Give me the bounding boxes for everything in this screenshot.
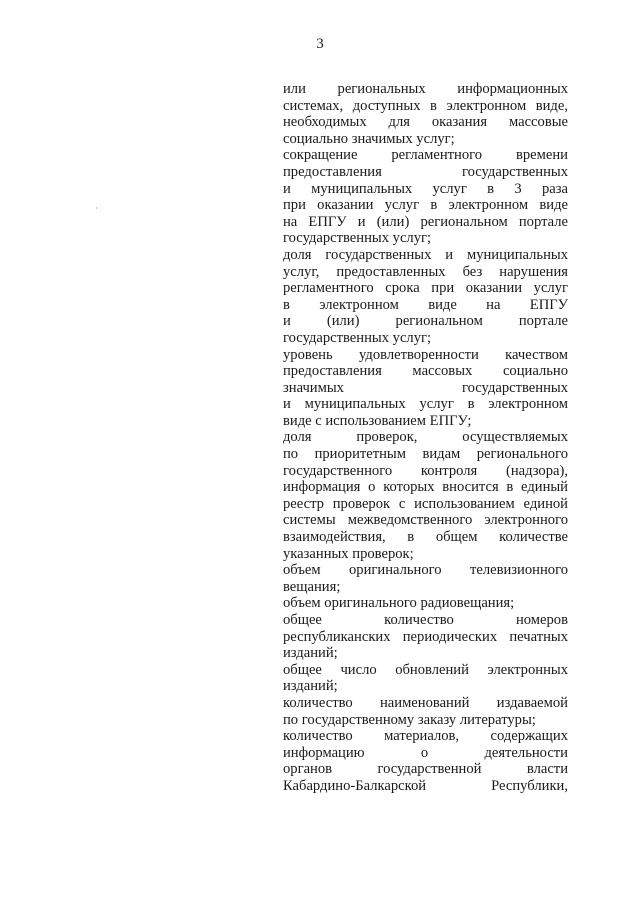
- text-line: по государственному заказу литературы;: [283, 711, 536, 728]
- text-line: общее число обновлений электронных: [283, 661, 568, 678]
- text-line: и муниципальных услуг в электронном: [283, 396, 568, 413]
- text-line: изданий;: [283, 678, 338, 695]
- text-line: взаимодействия, в общем количестве: [283, 529, 568, 546]
- text-line: при оказании услуг в электронном виде: [283, 197, 568, 214]
- text-line: информация о которых вносится в единый: [283, 479, 568, 496]
- text-line: предоставления массовых социально: [283, 363, 568, 380]
- text-line: информацию о деятельности: [283, 744, 568, 761]
- text-line: социально значимых услуг;: [283, 130, 455, 147]
- text-line: республиканских периодических печатных: [283, 628, 568, 645]
- text-line: на ЕПГУ и (или) региональном портале: [283, 213, 568, 230]
- text-line: виде с использованием ЕПГУ;: [283, 412, 472, 429]
- text-line: и (или) региональном портале: [283, 313, 568, 330]
- text-line: объем оригинального радиовещания;: [283, 595, 515, 612]
- text-line: государственных услуг;: [283, 329, 432, 346]
- text-line: услуг, предоставленных без нарушения: [283, 263, 568, 280]
- text-line: или региональных информационных: [283, 81, 568, 97]
- text-line: Кабардино-Балкарской Республики,: [283, 777, 568, 794]
- text-line: объем оригинального телевизионного: [283, 562, 568, 579]
- margin-mark: [96, 207, 97, 209]
- text-line: изданий;: [283, 645, 338, 662]
- text-line: сокращение регламентного времени: [283, 147, 568, 164]
- text-line: и муниципальных услуг в 3 раза: [283, 180, 568, 197]
- page-number: 3: [316, 36, 324, 52]
- text-line: государственных услуг;: [283, 230, 432, 247]
- text-line: реестр проверок с использованием единой: [283, 495, 568, 512]
- text-line: доля проверок, осуществляемых: [283, 429, 568, 446]
- text-line: системах, доступных в электронном виде,: [283, 97, 568, 114]
- text-line: общее количество номеров: [283, 612, 568, 628]
- text-line: значимых государственных: [283, 379, 568, 396]
- text-line: системы межведомственного электронного: [283, 512, 568, 529]
- text-line: необходимых для оказания массовые: [283, 114, 568, 131]
- text-line: регламентного срока при оказании услуг: [283, 280, 568, 297]
- text-line: в электронном виде на ЕПГУ: [283, 296, 568, 313]
- text-line: органов государственной власти: [283, 761, 568, 778]
- text-line: доля государственных и муниципальных: [283, 246, 568, 263]
- text-line: количество материалов, содержащих: [283, 728, 568, 745]
- text-line: государственного контроля (надзора),: [283, 462, 568, 479]
- text-line: по приоритетным видам регионального: [283, 446, 568, 463]
- document-body: [283, 81, 568, 795]
- text-line: вещания;: [283, 578, 341, 595]
- text-line: количество наименований издаваемой: [283, 694, 568, 711]
- text-line: предоставления государственных: [283, 163, 568, 180]
- text-line: уровень удовлетворенности качеством: [283, 346, 568, 363]
- text-line: указанных проверок;: [283, 545, 414, 562]
